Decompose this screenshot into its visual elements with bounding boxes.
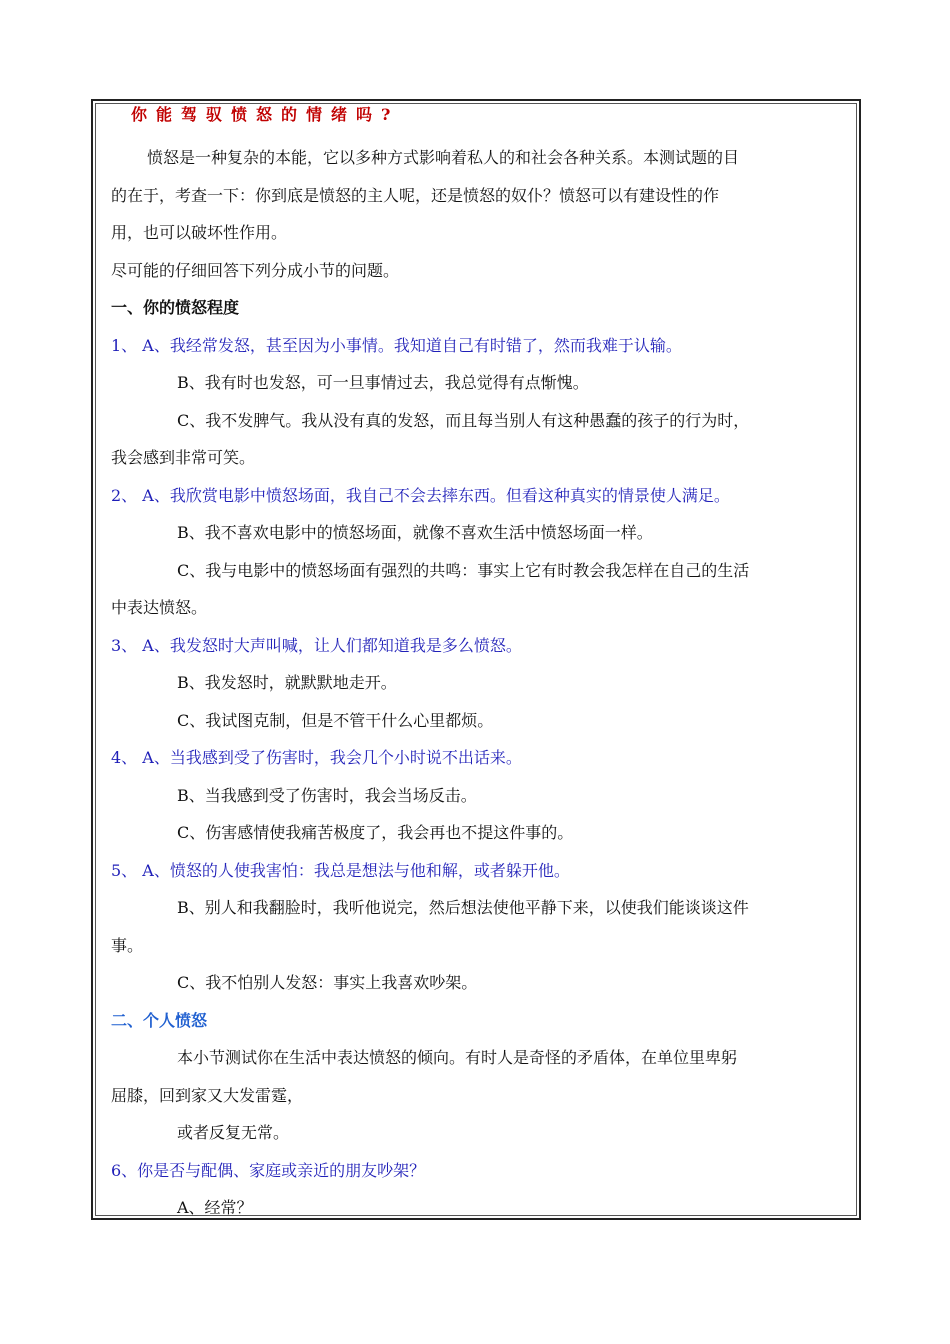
q2-option-a: 2、 A、我欣赏电影中愤怒场面，我自己不会去摔东西。但看这种真实的情景使人满足。	[111, 485, 730, 505]
q6-question: 6、你是否与配偶、家庭或亲近的朋友吵架？	[111, 1160, 426, 1180]
q3-option-b: B、我发怒时，就默默地走开。	[177, 673, 397, 692]
q1-option-a: 1、 A、我经常发怒，甚至因为小事情。我知道自己有时错了，然而我难于认输。	[111, 335, 682, 355]
q5-option-c: C、我不怕别人发怒：事实上我喜欢吵架。	[177, 973, 478, 992]
q5-option-b-cont: 事。	[111, 935, 144, 955]
document-body	[111, 105, 849, 1236]
q2-option-c-cont: 中表达愤怒。	[111, 598, 208, 617]
intro-line-2: 的在于，考查一下：你到底是愤怒的主人呢，还是愤怒的奴仆？愤怒可以有建设性的作	[111, 185, 720, 205]
section2-intro-3: 或者反复无常。	[177, 1123, 290, 1142]
page-title: 你能驾驭愤怒的情绪吗?	[131, 105, 400, 124]
q1-option-c: C、我不发脾气。我从没有真的发怒，而且每当别人有这种愚蠢的孩子的行为时，	[177, 410, 750, 430]
section2-intro-2: 屈膝，回到家又大发雷霆，	[111, 1085, 304, 1105]
q2-option-b: B、我不喜欢电影中的愤怒场面，就像不喜欢生活中愤怒场面一样。	[177, 523, 653, 542]
intro-line-4: 尽可能的仔细回答下列分成小节的问题。	[111, 260, 400, 280]
q4-option-a: 4、 A、当我感到受了伤害时，我会几个小时说不出话来。	[111, 748, 522, 767]
q3-option-c: C、我试图克制，但是不管干什么心里都烦。	[177, 710, 494, 730]
q3-option-a: 3、 A、我发怒时大声叫喊，让人们都知道我是多么愤怒。	[111, 635, 522, 655]
section-heading-1: 一、你的愤怒程度	[111, 298, 240, 317]
q5-option-b: B、别人和我翻脸时，我听他说完，然后想法使他平静下来，以使我们能谈谈这件	[177, 898, 749, 917]
q4-option-b: B、当我感到受了伤害时，我会当场反击。	[177, 785, 477, 805]
q1-option-c-cont: 我会感到非常可笑。	[111, 448, 256, 467]
q6-option-a: A、经常？	[177, 1198, 253, 1217]
q2-option-c: C、我与电影中的愤怒场面有强烈的共鸣：事实上它有时教会我怎样在自己的生活	[177, 560, 750, 580]
q1-option-b: B、我有时也发怒，可一旦事情过去，我总觉得有点惭愧。	[177, 373, 589, 392]
q4-option-c: C、伤害感情使我痛苦极度了，我会再也不提这件事的。	[177, 823, 574, 842]
document-frame	[91, 99, 861, 1220]
intro-line-3: 用，也可以破坏性作用。	[111, 223, 288, 242]
section-heading-2: 二、个人愤怒	[111, 1010, 208, 1030]
section2-intro-1: 本小节测试你在生活中表达愤怒的倾向。有时人是奇怪的矛盾体，在单位里卑躬	[177, 1048, 738, 1067]
intro-line-1: 愤怒是一种复杂的本能，它以多种方式影响着私人的和社会各种关系。本测试题的目	[147, 148, 740, 167]
q5-option-a: 5、 A、愤怒的人使我害怕：我总是想法与他和解，或者躲开他。	[111, 860, 570, 880]
